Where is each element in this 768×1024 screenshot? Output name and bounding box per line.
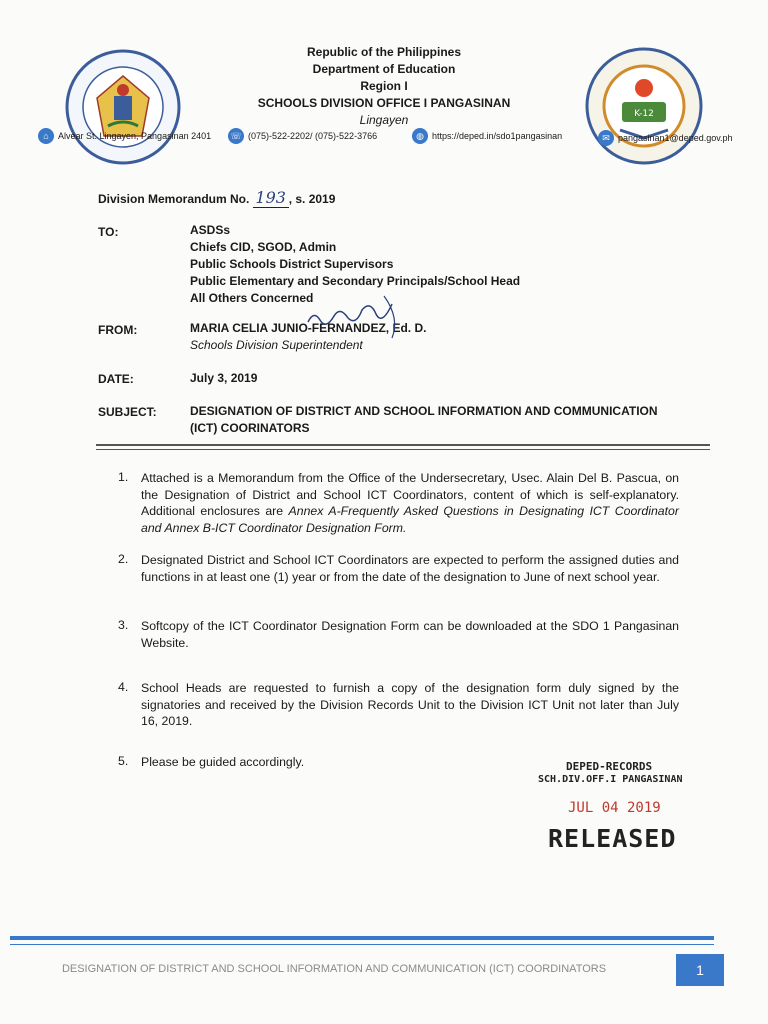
subject-label: SUBJECT: — [98, 405, 157, 419]
from-name: MARIA CELIA JUNIO-FERNANDEZ, Ed. D. — [190, 321, 427, 335]
contact-website[interactable]: ◍ https://deped.in/sdo1pangasinan — [412, 128, 562, 144]
stamp-division: SCH.DIV.OFF.I PANGASINAN — [538, 774, 683, 785]
divider — [96, 444, 710, 450]
from-label: FROM: — [98, 323, 138, 337]
footer-rule-thin — [10, 944, 714, 945]
item-number: 1. — [118, 470, 129, 484]
header-department: Department of Education — [312, 62, 456, 76]
item-number: 4. — [118, 680, 129, 694]
header-city: Lingayen — [359, 113, 409, 127]
item-number: 2. — [118, 552, 129, 566]
header-republic: Republic of the Philippines — [306, 45, 461, 59]
phone-icon: ☏ — [228, 128, 244, 144]
contact-phone: ☏ (075)-522-2202/ (075)-522-3766 — [228, 128, 377, 144]
item-4: School Heads are requested to furnish a copy of the designation form duly signed by the signatories and received by the Division Records Unit to the Division ICT Unit not later than July 16, 2019. — [141, 681, 679, 728]
signature — [300, 292, 410, 340]
subject-text: DESIGNATION OF DISTRICT AND SCHOOL INFORMATION AND COMMUNICATION (ICT) COORINATORS — [190, 404, 658, 435]
stamp-office: DEPED-RECORDS — [566, 760, 653, 773]
svg-text:K-12: K-12 — [634, 109, 654, 119]
home-icon: ⌂ — [38, 128, 54, 144]
globe-icon: ◍ — [412, 128, 428, 144]
from-title: Schools Division Superintendent — [190, 338, 363, 352]
memo-number: 193 — [253, 188, 289, 208]
stamp-status: RELEASED — [548, 824, 677, 853]
stamp-date: JUL 04 2019 — [568, 800, 661, 816]
item-1: Attached is a Memorandum from the Office of the Undersecretary, Usec. Alain Del B. Pascua, on the Designation of District and School ICT Coordinators, content of which is self-explanatory. Additional enclosures are Annex A-Frequently Asked Questions in Designating ICT Coordinator and Annex B-ICT Coordinator Designation Form. — [141, 471, 679, 535]
item-3: Softcopy of the ICT Coordinator Designation Form can be downloaded at the SDO 1 Pangasinan Website. — [141, 619, 679, 650]
contact-email[interactable]: ✉ pangasinan1@deped.gov.ph — [598, 130, 733, 146]
date-value: July 3, 2019 — [190, 371, 258, 385]
header-region: Region I — [360, 79, 408, 93]
memo-number-line: Division Memorandum No. 193 , s. 2019 — [98, 188, 336, 207]
to-recipients: ASDSs Chiefs CID, SGOD, Admin Public Schools District Supervisors Public Elementary and Secondary Principals/School Head All Others Concerned — [190, 223, 521, 305]
footer-title: DESIGNATION OF DISTRICT AND SCHOOL INFORMATION AND COMMUNICATION (ICT) COORDINATORS — [61, 963, 607, 975]
to-label: TO: — [98, 225, 119, 239]
item-5: Please be guided accordingly. — [141, 755, 305, 769]
mail-icon: ✉ — [598, 130, 614, 146]
page-number: 1 — [676, 954, 724, 986]
date-label: DATE: — [98, 372, 134, 386]
item-number: 5. — [118, 754, 129, 768]
item-number: 3. — [118, 618, 129, 632]
header-division: SCHOOLS DIVISION OFFICE I PANGASINAN — [257, 96, 511, 110]
footer-rule — [10, 936, 714, 940]
item-2: Designated District and School ICT Coordinators are expected to perform the assigned duties and functions in at least one (1) year or from the date of the designation to June of next school year. — [141, 553, 679, 584]
contact-address: ⌂ Alvear St. Lingayen, Pangasinan 2401 — [38, 128, 211, 144]
